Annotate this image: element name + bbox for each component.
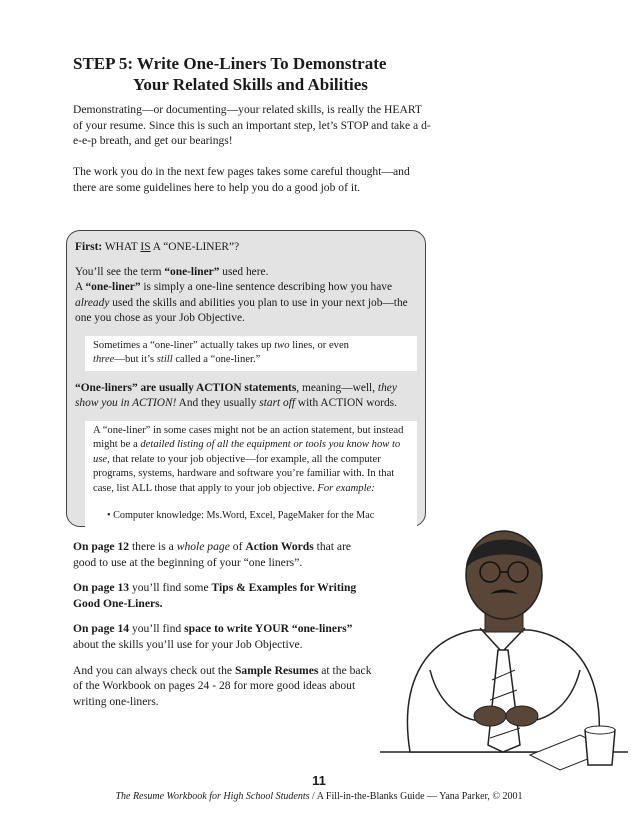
box-note-length: Sometimes a “one-liner” actually takes up two lines, or even three—but it’s still called a “one-liner.” bbox=[85, 336, 417, 371]
reference-page-14: On page 14 you’ll find space to write YOUR “one-liners” about the skills you’ll use for your Job Objective. bbox=[73, 622, 353, 651]
reference-sample-resumes: And you can always check out the Sample Resumes at the back of the Workbook on pages 24 - 28 for more good ideas about writing one-liners. bbox=[73, 663, 372, 708]
box-example-bullet: • Computer knowledge: Ms.Word, Excel, PageMaker for the Mac bbox=[107, 509, 375, 521]
footer-book-title: The Resume Workbook for High School Students bbox=[115, 791, 310, 802]
page-references bbox=[73, 539, 373, 719]
one-liner-info-box bbox=[66, 230, 426, 527]
box-definition: You’ll see the term “one-liner” used here. A “one-liner” is simply a one-line sentence describing how you have already used the skills and abilities you plan to use in your next job—the one you chose as your Job Objective. bbox=[75, 265, 408, 324]
page-heading bbox=[73, 53, 453, 95]
box-first-heading: First: WHAT IS A “ONE-LINER”? bbox=[75, 241, 240, 253]
heading-line-1: STEP 5: Write One-Liners To Demonstrate bbox=[73, 54, 387, 73]
reference-page-13: On page 13 you’ll find some Tips & Examples for Writing Good One-Liners. bbox=[73, 581, 357, 610]
page-footer bbox=[0, 791, 638, 802]
heading-line-2: Your Related Skills and Abilities bbox=[133, 75, 368, 94]
box-note-listing: A “one-liner” in some cases might not be an action statement, but instead might be a detailed listing of all the equipment or tools you know how to use, that relate to your job objective—for example, all the computer programs, systems, hardware and software you’re familiar with. In that case, list ALL those that apply to your job objective. For example: • Computer knowledge: Ms.Word, Excel, PageMaker for the Mac bbox=[85, 421, 417, 532]
intro-paragraph-2: The work you do in the next few pages takes some careful thought—and there are some guidelines here to help you do a good job of it. bbox=[73, 165, 410, 194]
page-number: 11 bbox=[312, 773, 326, 788]
box-action-statements: “One-liners” are usually ACTION statements, meaning—well, they show you in ACTION! And they usually start off with ACTION words. bbox=[75, 381, 397, 410]
man-at-desk-illustration bbox=[380, 520, 630, 775]
footer-credit: / A Fill-in-the-Blanks Guide — Yana Parker, © 2001 bbox=[312, 791, 523, 802]
reference-page-12: On page 12 there is a whole page of Action Words that are good to use at the beginning of your “one liners”. bbox=[73, 540, 352, 569]
intro-paragraph-1: Demonstrating—or documenting—your related skills, is really the HEART of your resume. Since this is such an important step, let’s STOP and take a d-e-e-p breath, and get our bearings! bbox=[73, 103, 431, 148]
